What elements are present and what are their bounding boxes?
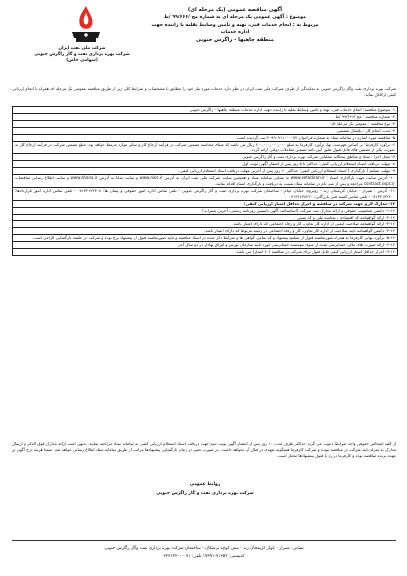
notice-location: منطقه چاهیها - زاگرس جنوبی [196,37,274,43]
notice-related: مربوط به : انجام خدمات فنی، تهیه و تامین وسایط نقلیه با راننده جهت اداره خدمات [151,23,319,35]
footer-contact: کدپستی: ۷۱۳۵۷-۱۷۹۹۱ تلفن: ۰۷۱-۳۲۳۱۴۲۰۰ [163,554,245,559]
footer-address-block [12,545,396,561]
condition-row-12-7: ۷-۱۲- احراز حداقل امتیاز ارزیابی کیفی قابل قبول برای شرکت در مناقصه (۶۰ امتیاز) می باشد. [235,249,395,255]
notice-title-block [150,6,320,44]
nioc-flame-logo-icon [66,4,106,48]
condition-row-9: ۹- مهلت تسلیم ( بارگذاری ) اسناد استعلام ارزیابی کیفی: حداکثر ۱۰ روز پس از آخرین مهلت دریافت اسناد استعلام ارزیابی کیفی. [13,168,397,175]
condition-row-12: ۱۲- مدارک لازم جهت شرکت در مناقصه و احراز حداقل امتیاز ارزیابی کیفی: [13,201,397,208]
condition-row-12-3: ۳-۱۲- ارائه گواهینامه صلاحیت ایمنی از اداره کار تعاون، کار و رفاه اجتماعی که دارای اعتبار باشد. [13,221,397,228]
closing-note: از کلیه اشخاص حقوقی واجد شرایط دعوت می گردد حداکثر ظرف مدت ۱۰ روز پس از انتشار آگهی نوبت دوم جهت دریافت اسناد استعلام ارزیابی کیفی به سامانه ستاد مراجعه نمایند. بدیهی است ارائه مدارک فوق الذکر و ارسال مدارک به منزله تایید شرکت در مناقصه نبوده و شرکت کارفرما هیچگونه تعهدی در قبال آن نخواهد داشت. در صورت تغییر در زمان بازگشایی پیشنهادها مراتب از طریق سامانه ستاد اطلاع رسانی خواهد شد. ضمنا هزینه درج آگهی بر عهده برنده مناقصه بوده و کارفرما در رد یا قبول پیشنهادها مختار است. [12,441,396,459]
condition-row-3: ۳- نوع مناقصه : عمومی یک مرحله ای [13,121,397,128]
signature-block [130,480,280,498]
footer-divider [12,540,396,541]
condition-row-5: ۵- مناقصه مورد اشاره در سامانه ستاد به شماره فراخوان ۲۰۹۹۰۹۱۱۰۰۰۰۹۲ ثبت گردیده است. [13,135,397,142]
notice-subject: موضوع : آگهی عمومی یک مرحله ای به شماره مج /۹۹/۶۶۶ /ط [163,15,307,20]
company-name-line2: شرکت بهره برداری نفت و گاز زاگرس جنوبی [34,52,130,57]
condition-row-12-6: ۶-۱۲- ارائه صورت های مالی حسابرسی شده از سوی موسسه حسابرسی مورد تایید سازمان بورس و اوراق بهادار در دو سال آخر [13,242,397,249]
company-identity [22,46,142,64]
condition-row-12-2: ۲-۱۲- ارائه گواهینامه کد اقتصادی ، شناسه ملی و کد پستی [13,215,397,222]
condition-row-7: ۷- محل اجرا : ستاد و مناطق پنجگانه عملیاتی شرکت بهره برداری نفت و گاز زاگرس جنوبی [13,154,397,161]
condition-row-6: ۶- برآورد کارفرما: بر اساس فهرست بها، برآورد کارفرما به مبلغ ۲۰۰,۰۰۰,۰۰۰,۰۰۰ ریال می باشد که مبنای محاسبه تضمین شرکت در فرآیند ارجاع کار و سایر موارد مرتبط خواهد بود. مبلغ تضمین شرکت در فرآیند ارجاع کار به صورت یکی از تضمین های قابل قبول طبق آیین نامه تضمین معاملات دولتی ارائه گردد. [15,141,395,153]
company-name-line3: (سهامی خاص) [66,58,98,63]
condition-row-12-5: ۵-۱۲- برآورد نهایی کارفرما به همراه صورتجلسه قبول از تسلیم پیشنهاد و کد تمامی گواهی ها و شرایط ذکر شده در اسناد مناقصه و تایید صورتجلسه قبول از پیشنهاد نرخ بوده و شرکت در جلسه بازگشایی الزامی است. [13,235,397,242]
condition-row-12-1: ۱-۱۲- داشتن شخصیت حقوقی و ارائه مدارک ثبت شرکت (اساسنامه، آگهی تاسیس روزنامه رسمی، آخرین تغییرات) [13,208,397,215]
condition-row-8: ۸- مهلت دریافت اسناد استعلام ارزیابی کیفی: حداکثر تا ۵ روز پس از انتشار آگهی نوبت اول [13,161,397,168]
company-name-line1: شرکت ملی نفت ایران [58,46,106,51]
intro-paragraph: شرکت بهره برداری نفت وگاز زاگرس جنوبی به نمایندگی از طرف شرکت ملی نفت ایران در نظر دارد خدمات مورد نیاز خود را مطابق با مشخصات و شرایط کلی زیر از طریق مناقصه عمومی یک مرحله ای همراه با انجام ارزیابی کیفی ازکانال نماید. [12,86,396,98]
notice-title: آگهی مناقصه عمومی (یک مرحله ای) [187,7,283,13]
signature-dept: روابط عمومی [189,482,221,487]
condition-row-12-4: ۴-۱۲- داشتن گواهینامه تایید صلاحیت از اداره کار تعاون، کار و رفاه اجتماعی در زمینه مربوط که دارای اعتبار باشد. [13,228,397,235]
conditions-table [12,106,398,256]
condition-row-4: ۴- مدت انجام کار : یکسال شمسی [13,128,397,135]
signature-company: شرکت بهره برداری نفت و گاز زاگرس جنوبی [156,491,254,496]
condition-row-10: ۱۰- آدرس سایت جهت بارگذاری اسناد : www.setadiran.ir به نشانی سامانه ستاد و همچنین سایت شرکت ملی نفت ایران به آدرس www.nioc.ir و سایت شانا به آدرس www.shana.ir و سایت اطلاع رسانی مناقصات contract.sspc.ir مراجعه و پس از ثبت نام در سامانه ستاد نسبت به دریافت و بارگذاری اسناد اقدام نمایند. [15,175,395,186]
condition-row-11: ۱۱- آدرس : شیراز - خیابان کریمخان زند - روبروی خیابان خیام - ساختمان شرکت بهره برداری نفت و گاز زاگرس جنوبی - تلفن تماس اداره امور حقوقی و پیمان ها: ۰۷۱۳۲۱۳۲۴۰۸ - تلفن تماس اداره امور قراردادها: ۰۷۱۳۲۱۳۲۲۰۰ - تلفن تماس کمیته فنی بازرگانی: ۰۷۱۳۲۱۳۸۲۲۰ [15,187,395,199]
condition-row-2: ۲- شماره مناقصه : مج /۹۹/۶۶۶ /ط [13,114,397,121]
condition-row-1: ۱- موضوع مناقصه: انجام خدمات فنی، تهیه و تامین وسایط نقلیه با راننده جهت اداره خدمات منطقه چاهیها - زاگرس جنوبی [13,107,397,114]
footer-address: نشانی: شیراز - بلوار کریمخان زند - نبش کوچه پزشکان - ساختمان شرکت بهره برداری نفت وگاز زاگرس جنوبی [104,546,304,551]
